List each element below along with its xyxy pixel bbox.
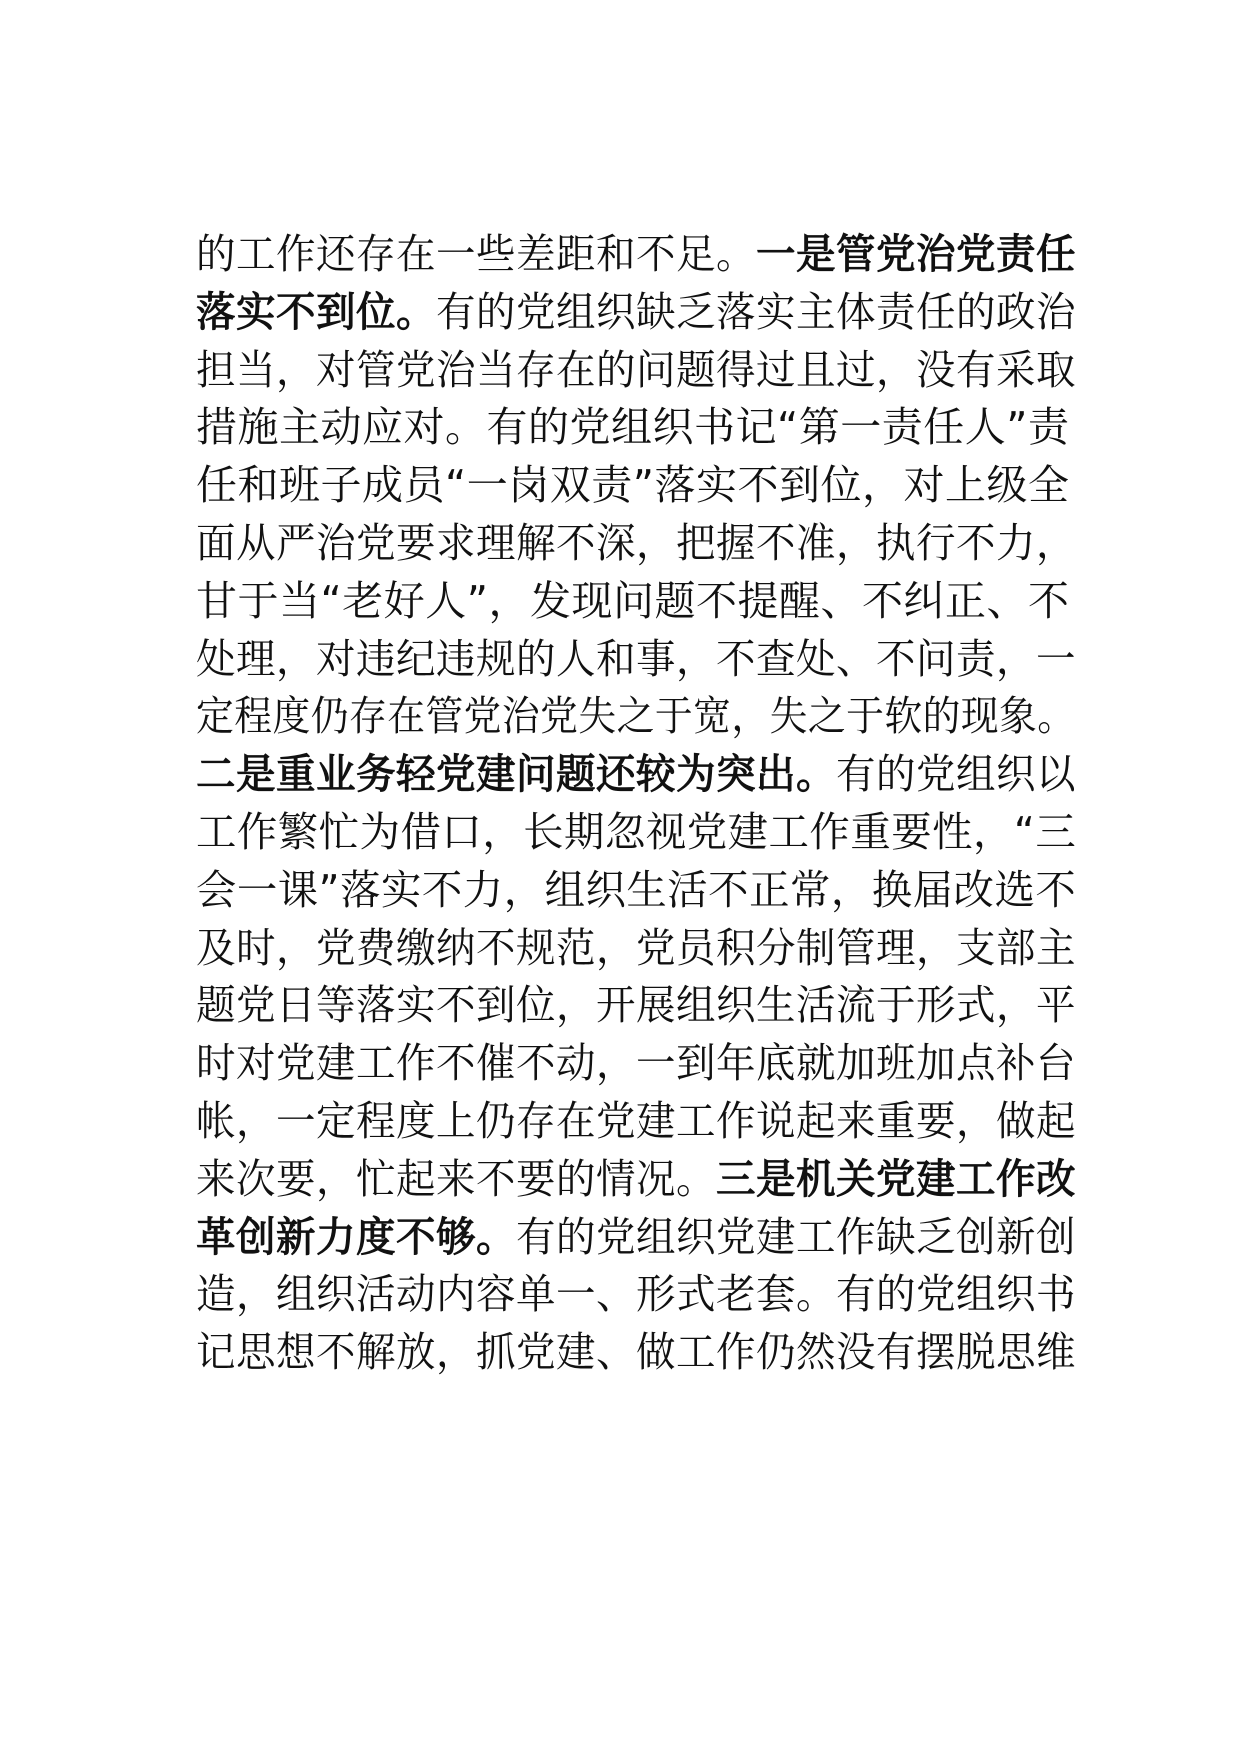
text-line xyxy=(196,916,1076,980)
text-line xyxy=(196,569,1076,633)
body-text: 甘于当“老好人”，发现问题不提醒、不纠正、不 xyxy=(196,576,1070,625)
text-line xyxy=(196,222,1076,286)
body-text: 来次要，忙起来不要的情况。 xyxy=(196,1154,716,1203)
body-text: 担当，对管党治当存在的问题得过且过，没有采取 xyxy=(196,345,1076,394)
text-line xyxy=(196,1205,1076,1269)
text-line xyxy=(196,1089,1076,1153)
text-line xyxy=(196,742,1076,806)
text-line xyxy=(196,973,1076,1037)
text-line xyxy=(196,395,1076,459)
bold-heading-text: 二是重业务轻党建问题还较为突出。 xyxy=(196,750,836,799)
text-line xyxy=(196,453,1076,517)
body-text: 会一课”落实不力，组织生活不正常，换届改选不 xyxy=(196,865,1077,914)
body-text: 记思想不解放，抓党建、做工作仍然没有摆脱思维 xyxy=(196,1328,1076,1377)
bold-heading-text: 落实不到位。 xyxy=(196,287,436,336)
text-line xyxy=(196,338,1076,402)
body-text: 有的党组织党建工作缺乏创新创 xyxy=(516,1212,1076,1261)
body-text: 措施主动应对。有的党组织书记“第一责任人”责 xyxy=(196,403,1070,452)
body-text: 造，组织活动内容单一、形式老套。有的党组织书 xyxy=(196,1270,1076,1319)
body-text: 时对党建工作不催不动，一到年底就加班加点补台 xyxy=(196,1039,1076,1088)
text-line xyxy=(196,511,1076,575)
body-text: 的工作还存在一些差距和不足。 xyxy=(196,230,756,278)
text-line xyxy=(196,1320,1076,1384)
body-text: 定程度仍存在管党治党失之于宽，失之于软的现象。 xyxy=(196,692,1076,741)
body-text: 有的党组织缺乏落实主体责任的政治 xyxy=(436,287,1076,336)
text-line xyxy=(196,280,1076,344)
body-text: 有的党组织以 xyxy=(836,750,1076,799)
body-text: 处理，对违纪违规的人和事，不查处、不问责，一 xyxy=(196,634,1076,683)
text-line xyxy=(196,684,1076,748)
body-text: 帐，一定程度上仍存在党建工作说起来重要，做起 xyxy=(196,1097,1076,1145)
bold-heading-text: 革创新力度不够。 xyxy=(196,1212,516,1261)
body-text: 面从严治党要求理解不深，把握不准，执行不力， xyxy=(196,519,1076,567)
text-line xyxy=(196,1147,1076,1211)
text-line xyxy=(196,858,1077,922)
body-text: 题党日等落实不到位，开展组织生活流于形式，平 xyxy=(196,981,1076,1030)
text-line xyxy=(196,800,1077,864)
body-text: 及时，党费缴纳不规范，党员积分制管理，支部主 xyxy=(196,923,1076,972)
bold-heading-text: 一是管党治党责任 xyxy=(756,230,1076,278)
text-line xyxy=(196,627,1076,691)
body-text: 工作繁忙为借口，长期忽视党建工作重要性，“三 xyxy=(196,808,1077,856)
text-line xyxy=(196,1031,1076,1095)
bold-heading-text: 三是机关党建工作改 xyxy=(716,1154,1076,1203)
body-text: 任和班子成员“一岗双责”落实不到位，对上级全 xyxy=(196,461,1070,510)
text-line xyxy=(196,1262,1076,1326)
